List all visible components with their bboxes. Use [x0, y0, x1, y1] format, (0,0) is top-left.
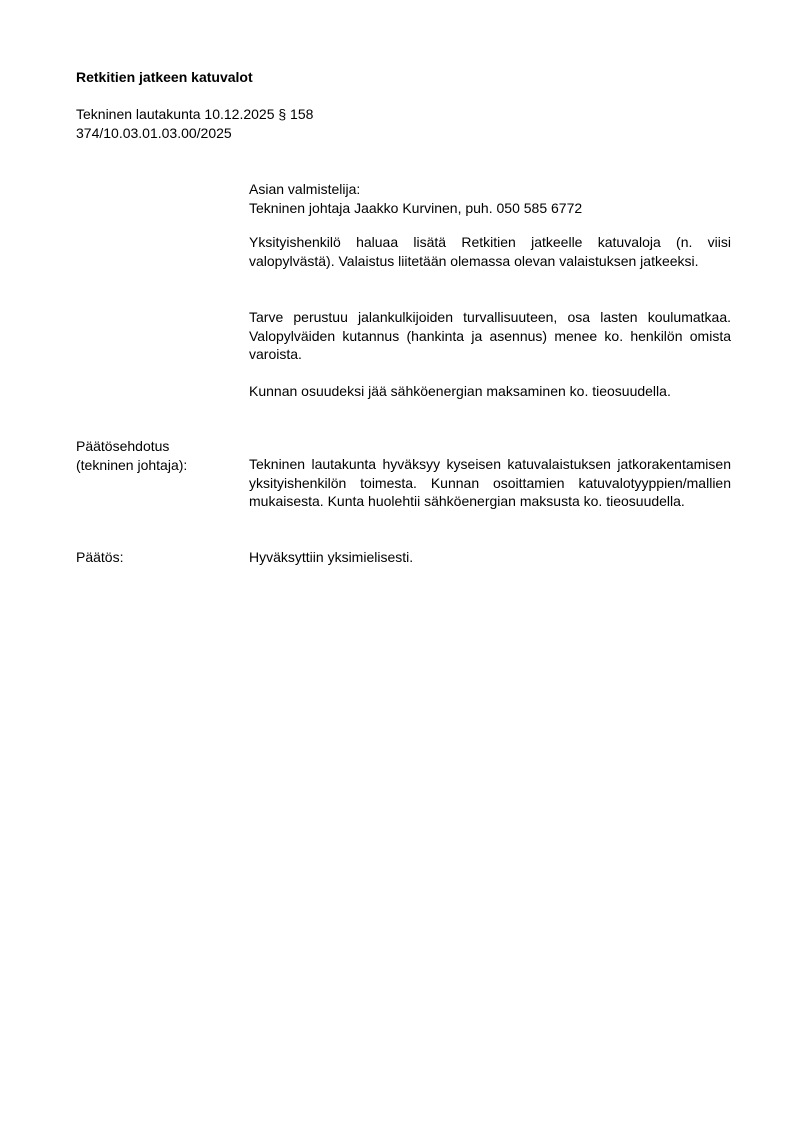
preparer-label: Asian valmistelija:: [249, 181, 361, 197]
proposal-text: Tekninen lautakunta hyväksyy kyseisen katuvalaistuksen jatkorakentamisen yksityishenkilön toimesta. Kunnan osoittamien katuvalotyyppien/mallien mukaisesta. Kunta huolehtii sähköenergian maksusta ko. tieosuudella.: [249, 456, 731, 510]
proposal-label-line2: (tekninen johtaja):: [76, 456, 188, 473]
decision-label: Päätös:: [76, 549, 124, 565]
paragraph-2: Tarve perustuu jalankulkijoiden turvallisuuteen, osa lasten koulumatkaa. Valopylväiden kutannus (hankinta ja asennus) menee ko. henkilön omista varoista.: [249, 309, 731, 363]
paragraph-1: Yksityishenkilö haluaa lisätä Retkitien jatkeelle katuvaloja (n. viisi valopylvästä). Valaistus liitetään olemassa olevan valaistuksen jatkeeksi.: [249, 234, 731, 269]
proposal-label: [76, 437, 246, 474]
document-title: Retkitien jatkeen katuvalot: [76, 69, 253, 85]
preparer-line: Tekninen johtaja Jaakko Kurvinen, puh. 050 585 6772: [249, 199, 583, 216]
decision-text: Hyväksyttiin yksimielisesti.: [249, 549, 414, 565]
meeting-line: Tekninen lautakunta 10.12.2025 § 158: [76, 106, 314, 122]
paragraph-3: Kunnan osuudeksi jää sähköenergian maksaminen ko. tieosuudella.: [249, 383, 671, 399]
proposal-label-line1: Päätösehdotus: [76, 438, 170, 454]
record-number: 374/10.03.01.03.00/2025: [76, 124, 232, 141]
meeting-info: [76, 105, 476, 142]
preparer-block: [249, 180, 731, 217]
